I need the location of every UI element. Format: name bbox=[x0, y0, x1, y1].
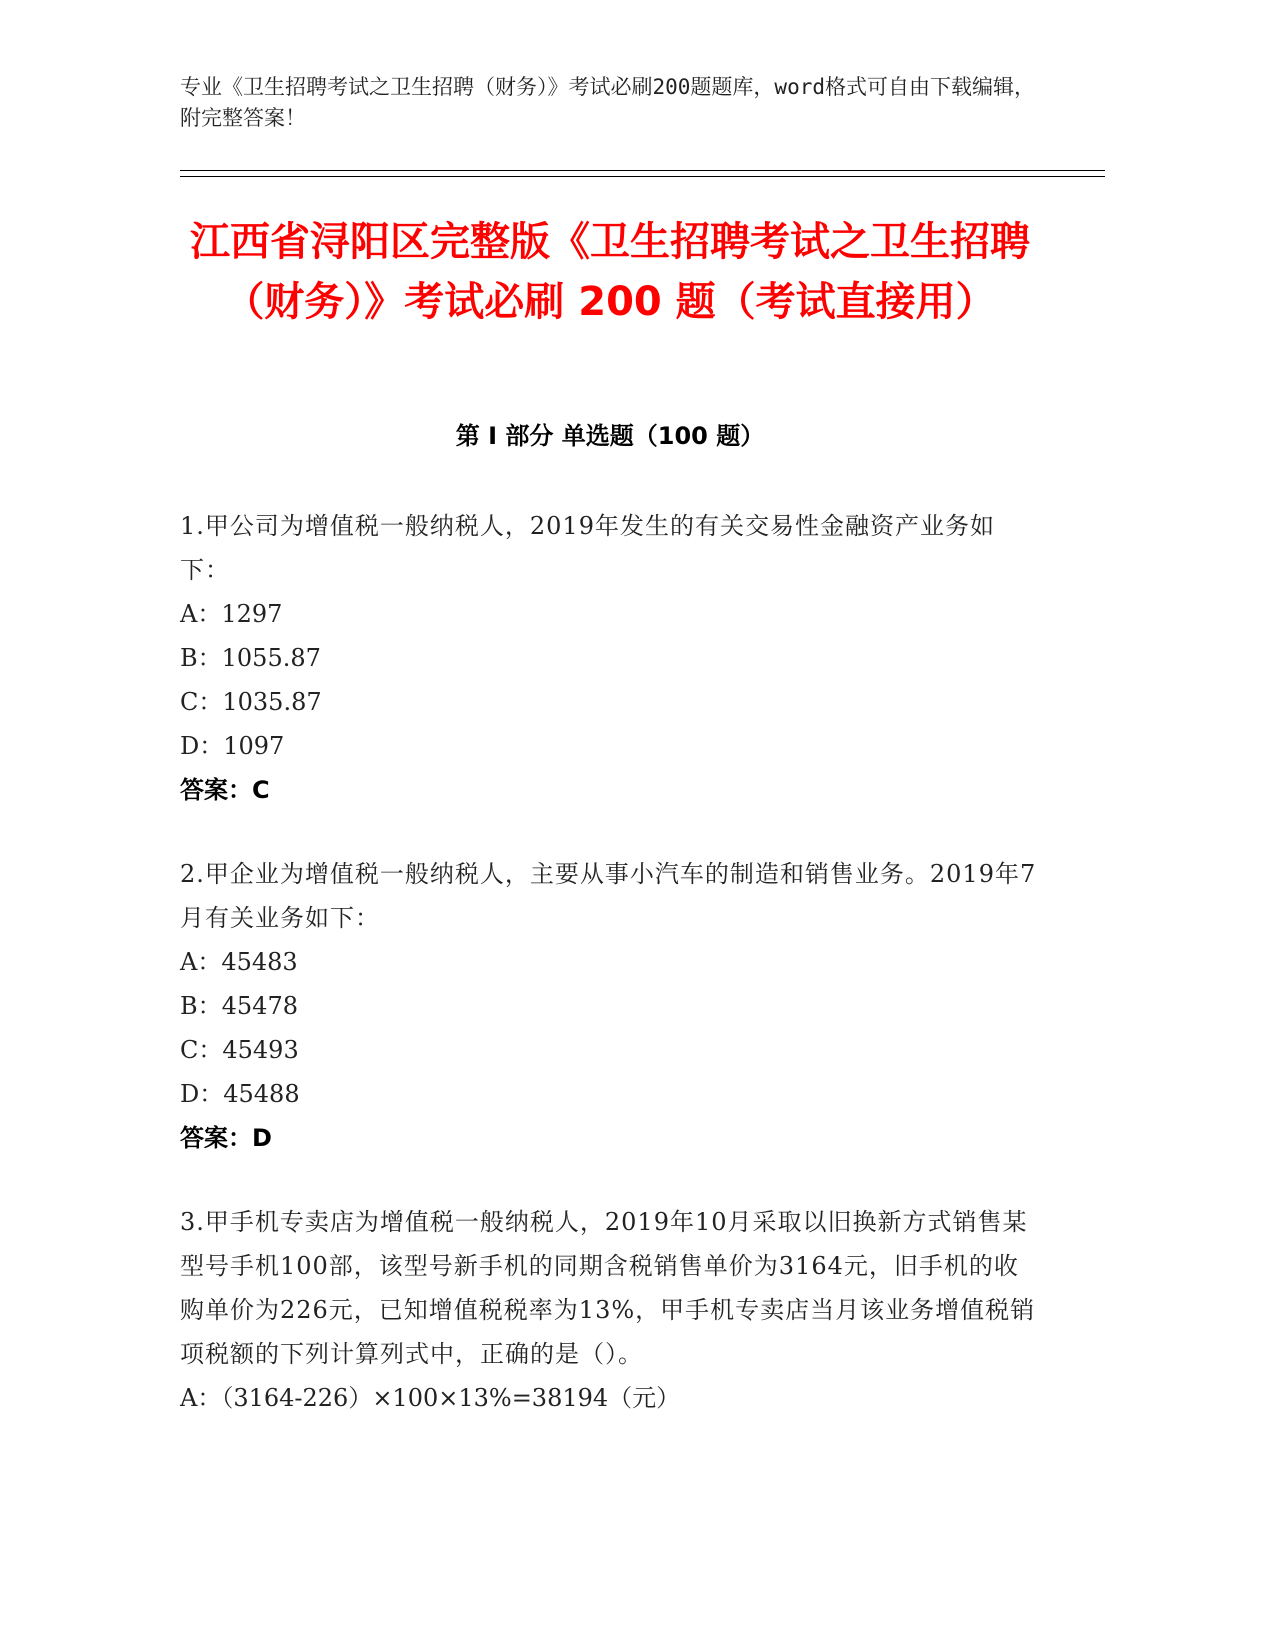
option-d: D：45488 bbox=[180, 1080, 300, 1108]
option-b: B：1055.87 bbox=[180, 644, 321, 672]
option-b: B：45478 bbox=[180, 992, 298, 1020]
option-c: C：1035.87 bbox=[180, 688, 322, 716]
option-a: A：（3164-226）×100×13%=38194（元） bbox=[180, 1384, 681, 1412]
header-divider-bottom bbox=[180, 176, 1105, 177]
question-3 bbox=[180, 1200, 1040, 1420]
question-2 bbox=[180, 852, 1040, 1160]
option-a: A：1297 bbox=[180, 600, 283, 628]
question-stem: 1.甲公司为增值税一般纳税人，2019年发生的有关交易性金融资产业务如下： bbox=[180, 512, 995, 584]
option-d: D：1097 bbox=[180, 732, 285, 760]
document-title: 江西省浔阳区完整版《卫生招聘考试之卫生招聘（财务）》考试必刷 200 题（考试直接用） bbox=[190, 219, 1030, 325]
option-a: A：45483 bbox=[180, 948, 298, 976]
section-heading: 第 I 部分 单选题（100 题） bbox=[455, 422, 765, 450]
answer: 答案：D bbox=[180, 1124, 272, 1152]
question-stem: 2.甲企业为增值税一般纳税人，主要从事小汽车的制造和销售业务。2019年7月有关业务如下： bbox=[180, 860, 1037, 932]
answer: 答案：C bbox=[180, 776, 270, 804]
header-note: 专业《卫生招聘考试之卫生招聘（财务）》考试必刷200题题库，word格式可自由下载编辑，附完整答案！ bbox=[180, 75, 1035, 130]
question-1 bbox=[180, 504, 1040, 812]
question-stem: 3.甲手机专卖店为增值税一般纳税人，2019年10月采取以旧换新方式销售某型号手机100部，该型号新手机的同期含税销售单价为3164元，旧手机的收购单价为226元，已知增值税税率为13%，甲手机专卖店当月该业务增值税销项税额的下列计算列式中，正确的是（）。 bbox=[180, 1208, 1036, 1368]
header-divider-top bbox=[180, 170, 1105, 171]
option-c: C：45493 bbox=[180, 1036, 299, 1064]
